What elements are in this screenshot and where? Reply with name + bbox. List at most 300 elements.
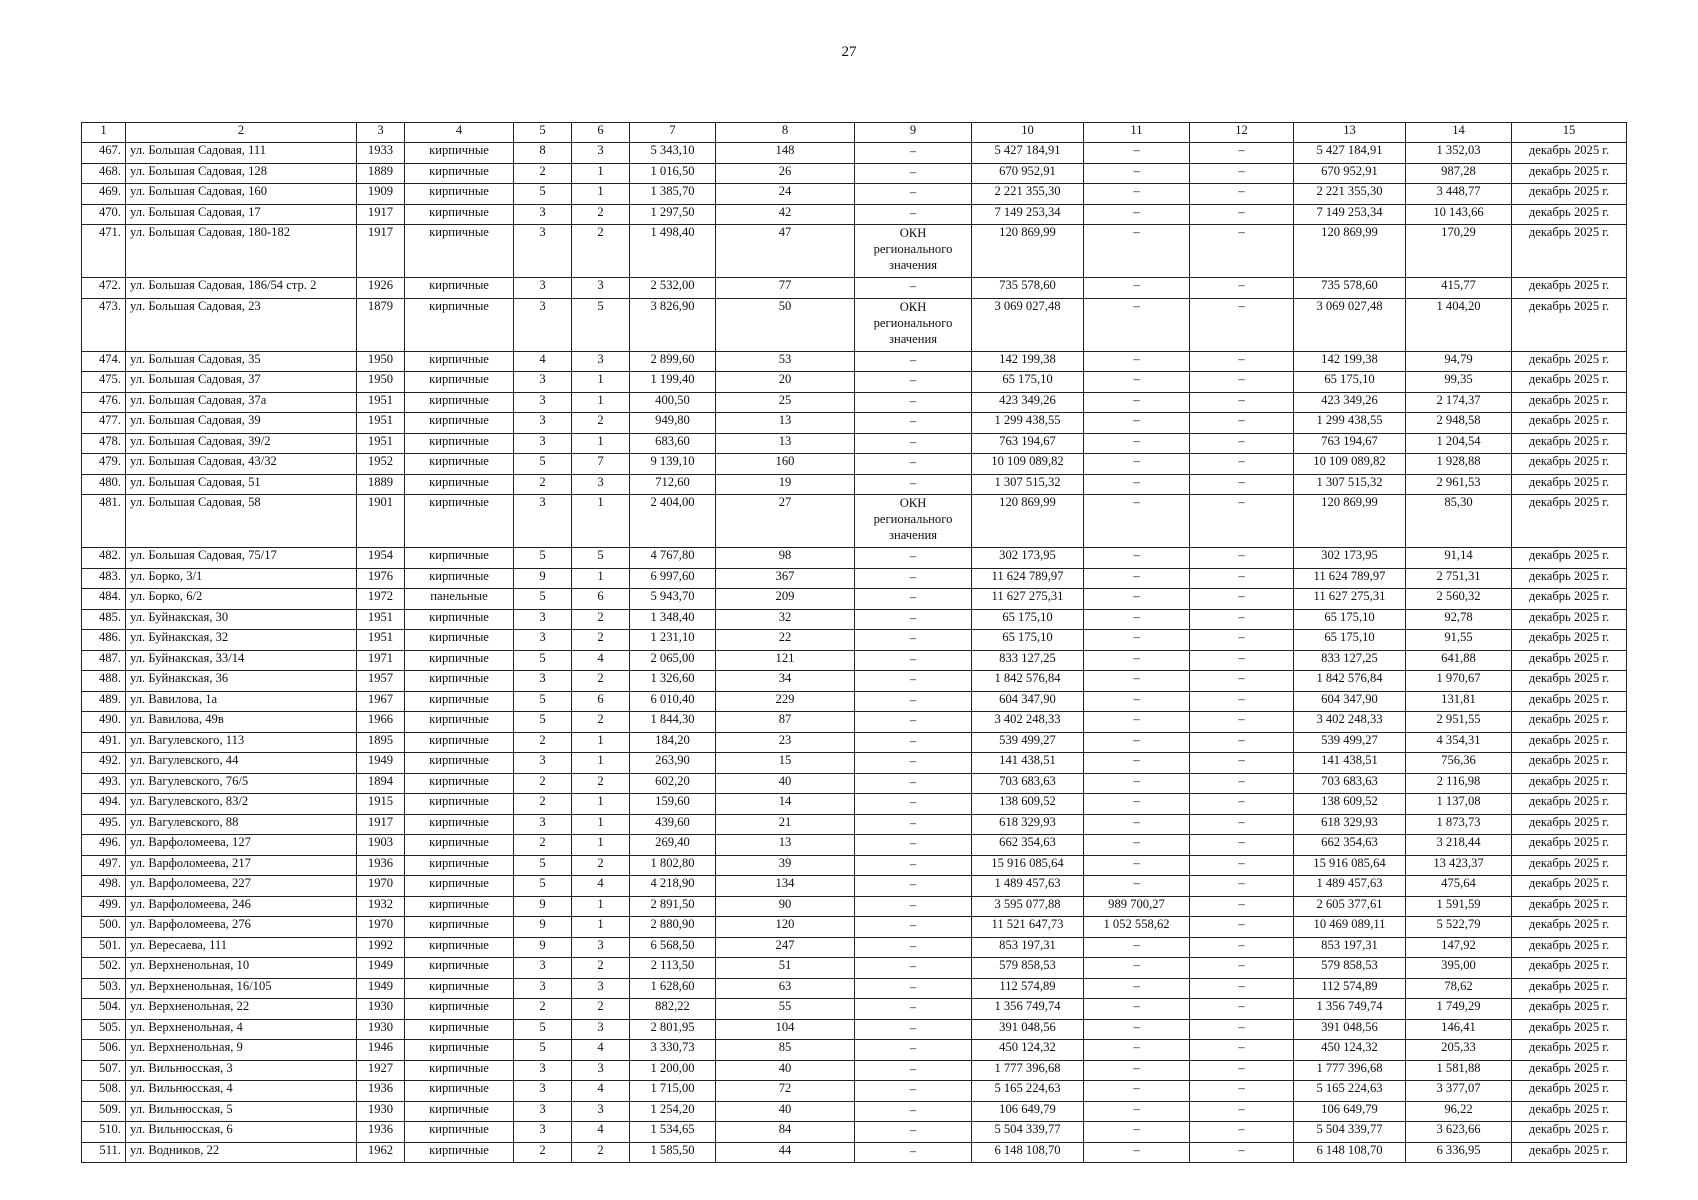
completion-date-cell: декабрь 2025 г.	[1512, 1122, 1627, 1143]
cost-col-11-cell: –	[1084, 372, 1190, 393]
cost-col-13-cell: 604 347,90	[1294, 691, 1406, 712]
entrances-cell: 2	[572, 609, 630, 630]
cost-col-12-cell: –	[1190, 978, 1294, 999]
wall-material-cell: кирпичные	[405, 855, 514, 876]
year-built-cell: 1917	[357, 225, 405, 278]
heritage-status-cell: –	[855, 204, 972, 225]
total-cost-cell: 662 354,63	[972, 835, 1084, 856]
entrances-cell: 7	[572, 454, 630, 475]
residents-cell: 14	[716, 794, 855, 815]
cost-col-11-cell: –	[1084, 204, 1190, 225]
floors-cell: 3	[514, 814, 572, 835]
cost-col-12-cell: –	[1190, 568, 1294, 589]
entrances-cell: 3	[572, 143, 630, 164]
total-cost-cell: 11 624 789,97	[972, 568, 1084, 589]
total-cost-cell: 763 194,67	[972, 433, 1084, 454]
residents-cell: 77	[716, 278, 855, 299]
heritage-status-cell: –	[855, 937, 972, 958]
residents-cell: 148	[716, 143, 855, 164]
total-area-cell: 1 348,40	[630, 609, 716, 630]
row-number-cell: 494.	[82, 794, 126, 815]
heritage-status-cell: –	[855, 1122, 972, 1143]
address-cell: ул. Вересаева, 111	[126, 937, 357, 958]
cost-col-11-cell: –	[1084, 143, 1190, 164]
cost-col-13-cell: 1 299 438,55	[1294, 413, 1406, 434]
year-built-cell: 1879	[357, 298, 405, 351]
wall-material-cell: кирпичные	[405, 753, 514, 774]
total-area-cell: 439,60	[630, 814, 716, 835]
residents-cell: 24	[716, 184, 855, 205]
table-row	[82, 896, 1627, 917]
cost-col-11-cell: –	[1084, 495, 1190, 548]
table-row	[82, 184, 1627, 205]
table-row	[82, 855, 1627, 876]
cost-col-12-cell: –	[1190, 630, 1294, 651]
entrances-cell: 5	[572, 548, 630, 569]
address-cell: ул. Большая Садовая, 37	[126, 372, 357, 393]
floors-cell: 3	[514, 978, 572, 999]
address-cell: ул. Вильнюсская, 4	[126, 1081, 357, 1102]
total-cost-cell: 670 952,91	[972, 163, 1084, 184]
residents-cell: 160	[716, 454, 855, 475]
floors-cell: 2	[514, 1142, 572, 1163]
total-area-cell: 1 498,40	[630, 225, 716, 278]
table-row	[82, 298, 1627, 351]
total-cost-cell: 1 307 515,32	[972, 474, 1084, 495]
cost-col-11-cell: –	[1084, 568, 1190, 589]
address-cell: ул. Верхненольная, 10	[126, 958, 357, 979]
table-row	[82, 1060, 1627, 1081]
total-cost-cell: 15 916 085,64	[972, 855, 1084, 876]
entrances-cell: 4	[572, 876, 630, 897]
cost-per-sqm-cell: 1 352,03	[1406, 143, 1512, 164]
address-cell: ул. Буйнакская, 30	[126, 609, 357, 630]
residents-cell: 134	[716, 876, 855, 897]
entrances-cell: 1	[572, 392, 630, 413]
cost-col-13-cell: 833 127,25	[1294, 650, 1406, 671]
row-number-cell: 499.	[82, 896, 126, 917]
table-row	[82, 1081, 1627, 1102]
residents-cell: 27	[716, 495, 855, 548]
residents-cell: 42	[716, 204, 855, 225]
cost-col-11-cell: 989 700,27	[1084, 896, 1190, 917]
entrances-cell: 2	[572, 712, 630, 733]
table-row	[82, 814, 1627, 835]
address-cell: ул. Вавилова, 49в	[126, 712, 357, 733]
year-built-cell: 1949	[357, 978, 405, 999]
wall-material-cell: кирпичные	[405, 937, 514, 958]
cost-per-sqm-cell: 147,92	[1406, 937, 1512, 958]
cost-per-sqm-cell: 13 423,37	[1406, 855, 1512, 876]
row-number-cell: 470.	[82, 204, 126, 225]
completion-date-cell: декабрь 2025 г.	[1512, 433, 1627, 454]
year-built-cell: 1971	[357, 650, 405, 671]
residents-cell: 367	[716, 568, 855, 589]
heritage-status-cell: –	[855, 999, 972, 1020]
table-row	[82, 1122, 1627, 1143]
cost-col-13-cell: 763 194,67	[1294, 433, 1406, 454]
cost-col-11-cell: –	[1084, 433, 1190, 454]
completion-date-cell: декабрь 2025 г.	[1512, 999, 1627, 1020]
cost-col-12-cell: –	[1190, 372, 1294, 393]
heritage-status-cell: –	[855, 814, 972, 835]
wall-material-cell: кирпичные	[405, 372, 514, 393]
cost-per-sqm-cell: 475,64	[1406, 876, 1512, 897]
address-cell: ул. Большая Садовая, 186/54 стр. 2	[126, 278, 357, 299]
floors-cell: 3	[514, 630, 572, 651]
wall-material-cell: кирпичные	[405, 650, 514, 671]
completion-date-cell: декабрь 2025 г.	[1512, 1081, 1627, 1102]
cost-col-12-cell: –	[1190, 392, 1294, 413]
cost-per-sqm-cell: 641,88	[1406, 650, 1512, 671]
address-cell: ул. Вильнюсская, 5	[126, 1101, 357, 1122]
floors-cell: 3	[514, 958, 572, 979]
residents-cell: 13	[716, 835, 855, 856]
row-number-cell: 467.	[82, 143, 126, 164]
cost-per-sqm-cell: 1 204,54	[1406, 433, 1512, 454]
total-area-cell: 882,22	[630, 999, 716, 1020]
cost-col-12-cell: –	[1190, 225, 1294, 278]
wall-material-cell: кирпичные	[405, 896, 514, 917]
total-area-cell: 3 826,90	[630, 298, 716, 351]
table-row	[82, 1101, 1627, 1122]
entrances-cell: 3	[572, 351, 630, 372]
cost-col-11-cell: –	[1084, 630, 1190, 651]
cost-col-12-cell: –	[1190, 732, 1294, 753]
wall-material-cell: кирпичные	[405, 1019, 514, 1040]
table-row	[82, 876, 1627, 897]
year-built-cell: 1894	[357, 773, 405, 794]
table-row	[82, 278, 1627, 299]
completion-date-cell: декабрь 2025 г.	[1512, 876, 1627, 897]
cost-per-sqm-cell: 415,77	[1406, 278, 1512, 299]
address-cell: ул. Вагулевского, 88	[126, 814, 357, 835]
cost-col-12-cell: –	[1190, 204, 1294, 225]
residents-cell: 44	[716, 1142, 855, 1163]
address-cell: ул. Вагулевского, 83/2	[126, 794, 357, 815]
table-row	[82, 392, 1627, 413]
table-row	[82, 937, 1627, 958]
cost-col-13-cell: 703 683,63	[1294, 773, 1406, 794]
entrances-cell: 4	[572, 650, 630, 671]
floors-cell: 3	[514, 753, 572, 774]
cost-col-11-cell: –	[1084, 225, 1190, 278]
entrances-cell: 2	[572, 671, 630, 692]
wall-material-cell: кирпичные	[405, 278, 514, 299]
row-number-cell: 486.	[82, 630, 126, 651]
cost-col-11-cell: –	[1084, 1142, 1190, 1163]
table-row	[82, 773, 1627, 794]
residents-cell: 20	[716, 372, 855, 393]
row-number-cell: 485.	[82, 609, 126, 630]
total-area-cell: 1 715,00	[630, 1081, 716, 1102]
total-cost-cell: 302 173,95	[972, 548, 1084, 569]
heritage-status-cell: –	[855, 163, 972, 184]
total-area-cell: 1 200,00	[630, 1060, 716, 1081]
entrances-cell: 1	[572, 433, 630, 454]
entrances-cell: 2	[572, 204, 630, 225]
row-number-cell: 508.	[82, 1081, 126, 1102]
wall-material-cell: панельные	[405, 589, 514, 610]
address-cell: ул. Вагулевского, 113	[126, 732, 357, 753]
column-header: 5	[514, 123, 572, 143]
total-area-cell: 1 326,60	[630, 671, 716, 692]
total-area-cell: 6 997,60	[630, 568, 716, 589]
cost-col-12-cell: –	[1190, 691, 1294, 712]
row-number-cell: 502.	[82, 958, 126, 979]
floors-cell: 2	[514, 474, 572, 495]
cost-per-sqm-cell: 1 928,88	[1406, 454, 1512, 475]
year-built-cell: 1932	[357, 896, 405, 917]
total-area-cell: 1 585,50	[630, 1142, 716, 1163]
address-cell: ул. Большая Садовая, 43/32	[126, 454, 357, 475]
heritage-status-cell: –	[855, 184, 972, 205]
floors-cell: 5	[514, 650, 572, 671]
entrances-cell: 3	[572, 1060, 630, 1081]
residents-cell: 22	[716, 630, 855, 651]
cost-col-11-cell: –	[1084, 814, 1190, 835]
entrances-cell: 2	[572, 630, 630, 651]
floors-cell: 3	[514, 225, 572, 278]
entrances-cell: 2	[572, 413, 630, 434]
total-cost-cell: 65 175,10	[972, 372, 1084, 393]
floors-cell: 2	[514, 732, 572, 753]
cost-per-sqm-cell: 92,78	[1406, 609, 1512, 630]
total-cost-cell: 450 124,32	[972, 1040, 1084, 1061]
cost-per-sqm-cell: 91,55	[1406, 630, 1512, 651]
total-cost-cell: 120 869,99	[972, 225, 1084, 278]
entrances-cell: 1	[572, 163, 630, 184]
cost-col-11-cell: –	[1084, 958, 1190, 979]
cost-col-13-cell: 3 402 248,33	[1294, 712, 1406, 733]
row-number-cell: 493.	[82, 773, 126, 794]
completion-date-cell: декабрь 2025 г.	[1512, 630, 1627, 651]
floors-cell: 9	[514, 917, 572, 938]
address-cell: ул. Варфоломеева, 276	[126, 917, 357, 938]
wall-material-cell: кирпичные	[405, 433, 514, 454]
column-header: 3	[357, 123, 405, 143]
residents-cell: 15	[716, 753, 855, 774]
address-cell: ул. Буйнакская, 32	[126, 630, 357, 651]
heritage-status-cell: –	[855, 413, 972, 434]
total-area-cell: 2 532,00	[630, 278, 716, 299]
cost-col-12-cell: –	[1190, 609, 1294, 630]
table-row	[82, 1019, 1627, 1040]
completion-date-cell: декабрь 2025 г.	[1512, 1019, 1627, 1040]
total-cost-cell: 65 175,10	[972, 609, 1084, 630]
completion-date-cell: декабрь 2025 г.	[1512, 548, 1627, 569]
cost-col-12-cell: –	[1190, 1122, 1294, 1143]
column-header: 2	[126, 123, 357, 143]
cost-per-sqm-cell: 2 951,55	[1406, 712, 1512, 733]
cost-col-12-cell: –	[1190, 474, 1294, 495]
total-cost-cell: 1 356 749,74	[972, 999, 1084, 1020]
cost-col-12-cell: –	[1190, 671, 1294, 692]
year-built-cell: 1933	[357, 143, 405, 164]
total-area-cell: 2 899,60	[630, 351, 716, 372]
entrances-cell: 1	[572, 917, 630, 938]
cost-col-13-cell: 10 469 089,11	[1294, 917, 1406, 938]
total-cost-cell: 10 109 089,82	[972, 454, 1084, 475]
completion-date-cell: декабрь 2025 г.	[1512, 184, 1627, 205]
row-number-cell: 509.	[82, 1101, 126, 1122]
completion-date-cell: декабрь 2025 г.	[1512, 691, 1627, 712]
year-built-cell: 1903	[357, 835, 405, 856]
cost-col-13-cell: 65 175,10	[1294, 609, 1406, 630]
floors-cell: 2	[514, 999, 572, 1020]
cost-col-13-cell: 141 438,51	[1294, 753, 1406, 774]
entrances-cell: 2	[572, 1142, 630, 1163]
cost-per-sqm-cell: 2 116,98	[1406, 773, 1512, 794]
floors-cell: 9	[514, 896, 572, 917]
table-row	[82, 835, 1627, 856]
wall-material-cell: кирпичные	[405, 225, 514, 278]
residents-cell: 209	[716, 589, 855, 610]
cost-col-11-cell: –	[1084, 1081, 1190, 1102]
row-number-cell: 482.	[82, 548, 126, 569]
total-area-cell: 1 628,60	[630, 978, 716, 999]
residents-cell: 84	[716, 1122, 855, 1143]
cost-col-12-cell: –	[1190, 917, 1294, 938]
cost-col-13-cell: 120 869,99	[1294, 225, 1406, 278]
heritage-status-cell: –	[855, 650, 972, 671]
completion-date-cell: декабрь 2025 г.	[1512, 298, 1627, 351]
address-cell: ул. Большая Садовая, 51	[126, 474, 357, 495]
column-header: 14	[1406, 123, 1512, 143]
floors-cell: 4	[514, 351, 572, 372]
wall-material-cell: кирпичные	[405, 568, 514, 589]
row-number-cell: 504.	[82, 999, 126, 1020]
total-area-cell: 184,20	[630, 732, 716, 753]
wall-material-cell: кирпичные	[405, 794, 514, 815]
cost-col-12-cell: –	[1190, 876, 1294, 897]
address-cell: ул. Верхненольная, 9	[126, 1040, 357, 1061]
entrances-cell: 1	[572, 184, 630, 205]
entrances-cell: 1	[572, 753, 630, 774]
completion-date-cell: декабрь 2025 г.	[1512, 896, 1627, 917]
cost-col-13-cell: 15 916 085,64	[1294, 855, 1406, 876]
total-cost-cell: 5 427 184,91	[972, 143, 1084, 164]
completion-date-cell: декабрь 2025 г.	[1512, 794, 1627, 815]
heritage-status-cell: ОКН регионального значения	[855, 298, 972, 351]
entrances-cell: 1	[572, 794, 630, 815]
cost-col-13-cell: 618 329,93	[1294, 814, 1406, 835]
table-row	[82, 204, 1627, 225]
total-area-cell: 1 199,40	[630, 372, 716, 393]
cost-col-11-cell: –	[1084, 298, 1190, 351]
cost-col-13-cell: 65 175,10	[1294, 630, 1406, 651]
address-cell: ул. Вильнюсская, 6	[126, 1122, 357, 1143]
year-built-cell: 1951	[357, 433, 405, 454]
total-cost-cell: 141 438,51	[972, 753, 1084, 774]
completion-date-cell: декабрь 2025 г.	[1512, 732, 1627, 753]
cost-col-11-cell: –	[1084, 773, 1190, 794]
year-built-cell: 1949	[357, 958, 405, 979]
heritage-status-cell: –	[855, 671, 972, 692]
cost-col-12-cell: –	[1190, 773, 1294, 794]
wall-material-cell: кирпичные	[405, 495, 514, 548]
cost-col-12-cell: –	[1190, 855, 1294, 876]
year-built-cell: 1949	[357, 753, 405, 774]
total-cost-cell: 5 165 224,63	[972, 1081, 1084, 1102]
cost-col-11-cell: –	[1084, 163, 1190, 184]
address-cell: ул. Варфоломеева, 127	[126, 835, 357, 856]
entrances-cell: 3	[572, 1019, 630, 1040]
floors-cell: 3	[514, 392, 572, 413]
wall-material-cell: кирпичные	[405, 204, 514, 225]
cost-per-sqm-cell: 1 137,08	[1406, 794, 1512, 815]
year-built-cell: 1976	[357, 568, 405, 589]
floors-cell: 3	[514, 1060, 572, 1081]
residents-cell: 87	[716, 712, 855, 733]
row-number-cell: 476.	[82, 392, 126, 413]
wall-material-cell: кирпичные	[405, 1142, 514, 1163]
row-number-cell: 500.	[82, 917, 126, 938]
cost-per-sqm-cell: 1 404,20	[1406, 298, 1512, 351]
cost-col-11-cell: –	[1084, 732, 1190, 753]
completion-date-cell: декабрь 2025 г.	[1512, 917, 1627, 938]
table-row	[82, 351, 1627, 372]
total-cost-cell: 120 869,99	[972, 495, 1084, 548]
year-built-cell: 1930	[357, 1101, 405, 1122]
residents-cell: 229	[716, 691, 855, 712]
entrances-cell: 1	[572, 896, 630, 917]
table-row	[82, 413, 1627, 434]
address-cell: ул. Верхненольная, 22	[126, 999, 357, 1020]
row-number-cell: 507.	[82, 1060, 126, 1081]
entrances-cell: 3	[572, 978, 630, 999]
floors-cell: 5	[514, 548, 572, 569]
total-area-cell: 712,60	[630, 474, 716, 495]
entrances-cell: 2	[572, 773, 630, 794]
row-number-cell: 510.	[82, 1122, 126, 1143]
total-cost-cell: 1 489 457,63	[972, 876, 1084, 897]
cost-per-sqm-cell: 1 873,73	[1406, 814, 1512, 835]
cost-col-13-cell: 142 199,38	[1294, 351, 1406, 372]
residents-cell: 32	[716, 609, 855, 630]
row-number-cell: 481.	[82, 495, 126, 548]
row-number-cell: 477.	[82, 413, 126, 434]
floors-cell: 5	[514, 1040, 572, 1061]
floors-cell: 5	[514, 876, 572, 897]
floors-cell: 3	[514, 1122, 572, 1143]
table-row	[82, 568, 1627, 589]
year-built-cell: 1950	[357, 372, 405, 393]
wall-material-cell: кирпичные	[405, 548, 514, 569]
completion-date-cell: декабрь 2025 г.	[1512, 1101, 1627, 1122]
total-cost-cell: 3 402 248,33	[972, 712, 1084, 733]
heritage-status-cell: –	[855, 978, 972, 999]
row-number-cell: 501.	[82, 937, 126, 958]
residents-cell: 21	[716, 814, 855, 835]
row-number-cell: 474.	[82, 351, 126, 372]
residents-cell: 50	[716, 298, 855, 351]
completion-date-cell: декабрь 2025 г.	[1512, 753, 1627, 774]
cost-col-12-cell: –	[1190, 1040, 1294, 1061]
column-header: 9	[855, 123, 972, 143]
cost-col-13-cell: 6 148 108,70	[1294, 1142, 1406, 1163]
heritage-status-cell: –	[855, 773, 972, 794]
total-area-cell: 2 891,50	[630, 896, 716, 917]
total-cost-cell: 391 048,56	[972, 1019, 1084, 1040]
cost-col-12-cell: –	[1190, 454, 1294, 475]
cost-col-13-cell: 7 149 253,34	[1294, 204, 1406, 225]
address-cell: ул. Верхненольная, 16/105	[126, 978, 357, 999]
year-built-cell: 1936	[357, 855, 405, 876]
row-number-cell: 488.	[82, 671, 126, 692]
total-cost-cell: 6 148 108,70	[972, 1142, 1084, 1163]
heritage-status-cell: ОКН регионального значения	[855, 495, 972, 548]
